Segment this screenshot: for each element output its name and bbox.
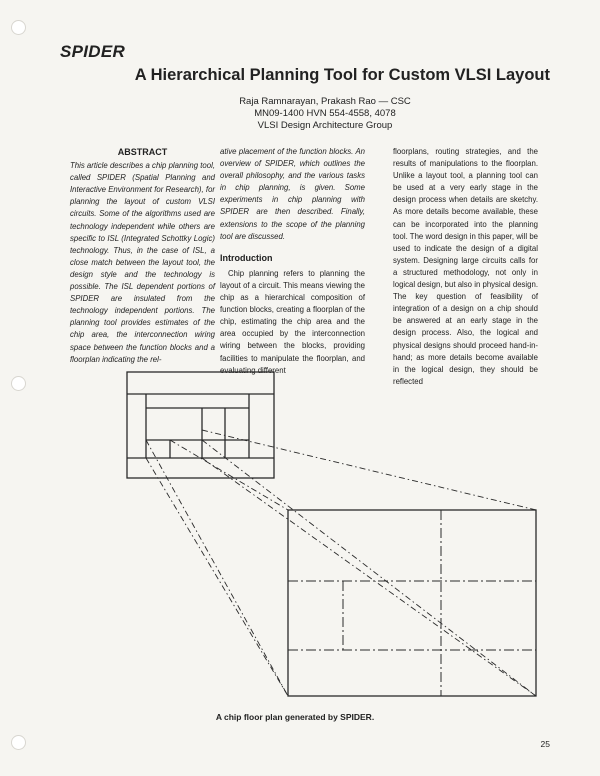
projection-line	[202, 430, 536, 510]
abstract-text-part2: ative placement of the function blocks. An overview of SPIDER, which outlines the overall philosophy, and the various tasks in chip planning, is given. Some experiments in chip planning with SPIDER are then described. Finally, extensions to the scope of the planning tool are discussed.	[220, 147, 365, 241]
article-title: A Hierarchical Planning Tool for Custom VLSI Layout	[134, 66, 550, 84]
small-floorplan	[127, 372, 274, 478]
abstract-text-part1: This article describes a chip planning tool, called SPIDER (Spatial Planning and Interactive Environment for Research), for planning the layout of custom VLSI circuits. Some of the algorithms used are technology independent while others are specific to ISL (Integrated Schottky Logic) technology. Thus, in the case of ISL, a close match between the layout tool, the design style and the technology is possible. The ISL dependent portions of SPIDER are insulated from the technology independent portions. The planning tool provides estimates of the chip area, the interconnection wiring space between the function blocks and a floorplan indicating the rel-	[70, 161, 215, 364]
enlarged-block-outline	[288, 510, 536, 696]
author-group: VLSI Design Architecture Group	[257, 120, 393, 131]
projection-lines	[146, 430, 536, 696]
introduction-paragraph: Chip planning refers to planning the layout of a circuit. This means viewing the chip as a hierarchical composition of function blocks, creating a floorplan of the chip, estimating the chip area and the area occupied by the interconnection wiring between the blocks, providing facilities to manipulate the floorplan, and evaluating different	[220, 268, 365, 375]
projection-line	[170, 440, 288, 510]
author-mail-phone: MN09-1400 HVN 554-4558, 4078	[254, 108, 396, 119]
introduction-heading: Introduction	[220, 252, 273, 263]
projection-line	[202, 440, 536, 696]
abstract-heading: ABSTRACT	[117, 147, 168, 157]
projection-line	[146, 458, 288, 696]
chip-outline	[127, 372, 274, 478]
projection-line	[202, 458, 536, 696]
figure-caption: A chip floor plan generated by SPIDER.	[215, 712, 375, 722]
author-names: Raja Ramnarayan, Prakash Rao — CSC	[239, 96, 411, 107]
series-title: SPIDER	[60, 42, 126, 61]
enlarged-subdivisions	[288, 510, 536, 696]
page-number: 25	[540, 739, 550, 749]
enlarged-floorplan	[288, 510, 536, 696]
introduction-paragraph-continued: floorplans, routing strategies, and the results of manipulations to the floorplan. Unlike a layout tool, a planning tool can be used at a very early stage in the design process when details are sketchy. As more details become available, these can be incorporated into the planning tool. The word design in this paper, will be used to indicate the design of a digital system. Designing large circuits calls for a structured methodology, not only in logical design, but also in physical design. The key question of feasibility of integration of a design on a chip should be answered at an early stage in the design process. Also, the logical and physical designs should proceed hand-in-hand; as more details become available in the logical design, they should be reflected	[393, 147, 538, 386]
